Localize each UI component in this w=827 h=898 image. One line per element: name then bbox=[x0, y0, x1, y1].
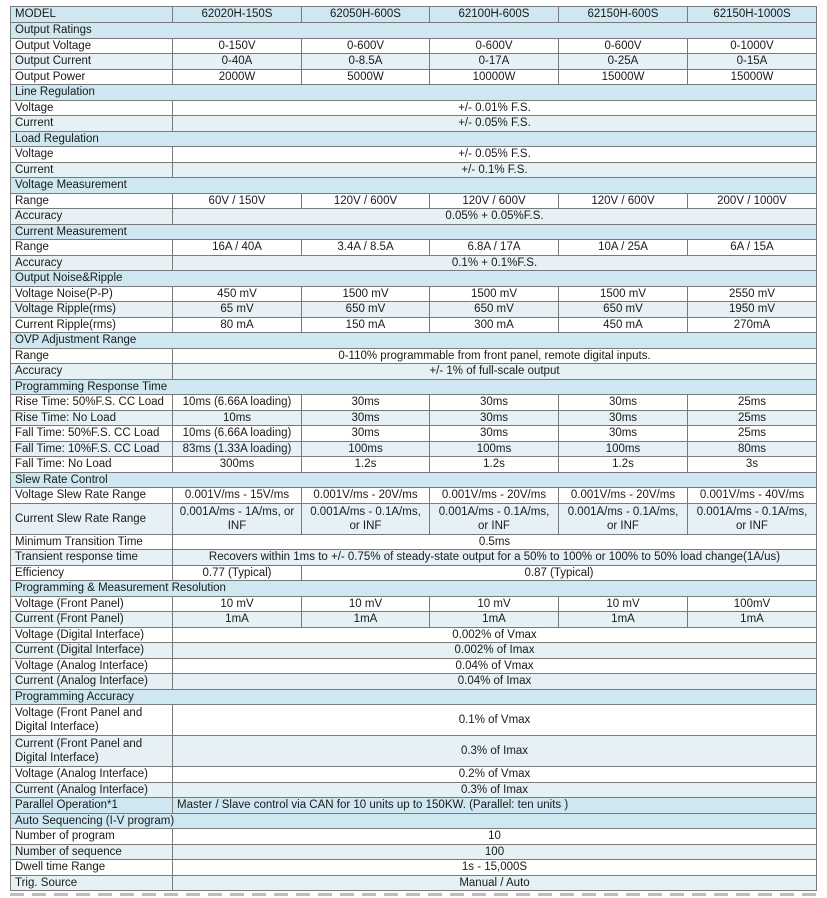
row-label: Current Ripple(rms) bbox=[11, 317, 173, 333]
row-label: Current Slew Rate Range bbox=[11, 503, 173, 534]
cell-value: 30ms bbox=[302, 410, 430, 426]
table-row bbox=[11, 627, 817, 643]
cell-value: 0.87 (Typical) bbox=[302, 565, 817, 581]
table-row bbox=[11, 147, 817, 163]
cell-value: 0-600V bbox=[559, 38, 688, 54]
cell-value: 0.001A/ms - 0.1A/ms, or INF bbox=[302, 503, 430, 534]
cell-value: 0.04% of Vmax bbox=[173, 658, 817, 674]
row-label: Current (Digital Interface) bbox=[11, 643, 173, 659]
row-label: Rise Time: No Load bbox=[11, 410, 173, 426]
row-label: Current (Front Panel) bbox=[11, 612, 173, 628]
header-model-62150h-600s: 62150H-600S bbox=[559, 7, 688, 23]
cell-value: 10ms bbox=[173, 410, 302, 426]
cell-value: 25ms bbox=[688, 426, 817, 442]
table-row bbox=[11, 550, 817, 566]
cell-value: +/- 0.01% F.S. bbox=[173, 100, 817, 116]
cell-value: 100 bbox=[173, 844, 817, 860]
row-label: Accuracy bbox=[11, 255, 173, 271]
cell-value: 0-17A bbox=[430, 54, 559, 70]
cell-value: 1500 mV bbox=[302, 286, 430, 302]
table-row bbox=[11, 38, 817, 54]
table-row bbox=[11, 193, 817, 209]
cell-value: 83ms (1.33A loading) bbox=[173, 441, 302, 457]
section-title: Programming Response Time bbox=[11, 379, 817, 395]
row-label: Voltage (Digital Interface) bbox=[11, 627, 173, 643]
row-label: Output Current bbox=[11, 54, 173, 70]
cell-value: 120V / 600V bbox=[302, 193, 430, 209]
cell-value: 0.3% of Imax bbox=[173, 736, 817, 767]
row-label: Voltage bbox=[11, 147, 173, 163]
cell-value: 10ms (6.66A loading) bbox=[173, 395, 302, 411]
header-model-62100h-600s: 62100H-600S bbox=[430, 7, 559, 23]
cell-value: 0.001V/ms - 40V/ms bbox=[688, 488, 817, 504]
cell-value: 60V / 150V bbox=[173, 193, 302, 209]
section-header bbox=[11, 224, 817, 240]
row-label: Voltage (Front Panel) bbox=[11, 596, 173, 612]
cell-value: Master / Slave control via CAN for 10 units up to 150KW. (Parallel: ten units ) bbox=[173, 798, 817, 814]
row-label: Voltage (Analog Interface) bbox=[11, 658, 173, 674]
cell-value: 30ms bbox=[430, 395, 559, 411]
row-label: Current (Analog Interface) bbox=[11, 782, 173, 798]
cell-value: 650 mV bbox=[302, 302, 430, 318]
cell-value: 25ms bbox=[688, 410, 817, 426]
cell-value: 10000W bbox=[430, 69, 559, 85]
section-header bbox=[11, 85, 817, 101]
cell-value: 0-110% programmable from front panel, remote digital inputs. bbox=[173, 348, 817, 364]
cell-value: 16A / 40A bbox=[173, 240, 302, 256]
cell-value: 0-25A bbox=[559, 54, 688, 70]
table-header bbox=[11, 7, 817, 23]
cell-value: 650 mV bbox=[559, 302, 688, 318]
table-row bbox=[11, 69, 817, 85]
cell-value: 30ms bbox=[302, 395, 430, 411]
cell-value: 6.8A / 17A bbox=[430, 240, 559, 256]
cell-value: +/- 0.1% F.S. bbox=[173, 162, 817, 178]
table-row bbox=[11, 302, 817, 318]
table-row bbox=[11, 596, 817, 612]
cell-value: 0.001A/ms - 0.1A/ms, or INF bbox=[688, 503, 817, 534]
cell-value: 1s - 15,000S bbox=[173, 860, 817, 876]
table-row bbox=[11, 410, 817, 426]
cell-value: 1mA bbox=[430, 612, 559, 628]
cell-value: 100mV bbox=[688, 596, 817, 612]
row-label: Current bbox=[11, 116, 173, 132]
section-title: Voltage Measurement bbox=[11, 178, 817, 194]
row-label: Trig. Source bbox=[11, 875, 173, 891]
cell-value: 15000W bbox=[559, 69, 688, 85]
cell-value: 3.4A / 8.5A bbox=[302, 240, 430, 256]
cell-value: 0-1000V bbox=[688, 38, 817, 54]
section-header bbox=[11, 472, 817, 488]
cell-value: 0-8.5A bbox=[302, 54, 430, 70]
table-row bbox=[11, 395, 817, 411]
cell-value: 2000W bbox=[173, 69, 302, 85]
cell-value: 0-15A bbox=[688, 54, 817, 70]
cell-value: 0.77 (Typical) bbox=[173, 565, 302, 581]
row-label: Voltage Slew Rate Range bbox=[11, 488, 173, 504]
cell-value: 0.05% + 0.05%F.S. bbox=[173, 209, 817, 225]
table-row bbox=[11, 209, 817, 225]
cell-value: 0.002% of Imax bbox=[173, 643, 817, 659]
cell-value: 300ms bbox=[173, 457, 302, 473]
row-label: Fall Time: 50%F.S. CC Load bbox=[11, 426, 173, 442]
header-model: MODEL bbox=[11, 7, 173, 23]
section-title: Output Noise&Ripple bbox=[11, 271, 817, 287]
cell-value: +/- 0.05% F.S. bbox=[173, 147, 817, 163]
header-row bbox=[11, 7, 817, 23]
row-label: Range bbox=[11, 193, 173, 209]
cell-value: 10 mV bbox=[173, 596, 302, 612]
cell-value: +/- 1% of full-scale output bbox=[173, 364, 817, 380]
cell-value: 120V / 600V bbox=[430, 193, 559, 209]
cell-value: 100ms bbox=[559, 441, 688, 457]
cell-value: 30ms bbox=[559, 395, 688, 411]
table-row bbox=[11, 534, 817, 550]
row-label: Range bbox=[11, 240, 173, 256]
cell-value: 0.001A/ms - 1A/ms, or INF bbox=[173, 503, 302, 534]
cell-value: 30ms bbox=[559, 426, 688, 442]
cell-value: 0.3% of Imax bbox=[173, 782, 817, 798]
cell-value: 1.2s bbox=[559, 457, 688, 473]
table-row bbox=[11, 503, 817, 534]
section-title: Auto Sequencing (I-V program) bbox=[11, 813, 817, 829]
row-label: Minimum Transition Time bbox=[11, 534, 173, 550]
cell-value: 10 mV bbox=[430, 596, 559, 612]
table-row bbox=[11, 612, 817, 628]
table-row bbox=[11, 255, 817, 271]
cell-value: 10 bbox=[173, 829, 817, 845]
cell-value: 0.1% of Vmax bbox=[173, 705, 817, 736]
cell-value: 450 mV bbox=[173, 286, 302, 302]
cell-value: 80ms bbox=[688, 441, 817, 457]
table-row bbox=[11, 798, 817, 814]
cell-value: 1500 mV bbox=[559, 286, 688, 302]
section-header bbox=[11, 23, 817, 39]
cell-value: 0.001A/ms - 0.1A/ms, or INF bbox=[430, 503, 559, 534]
table-row bbox=[11, 240, 817, 256]
table-row bbox=[11, 286, 817, 302]
cell-value: 2550 mV bbox=[688, 286, 817, 302]
cell-value: 100ms bbox=[302, 441, 430, 457]
cell-value: 1500 mV bbox=[430, 286, 559, 302]
cell-value: +/- 0.05% F.S. bbox=[173, 116, 817, 132]
section-header bbox=[11, 581, 817, 597]
table-row bbox=[11, 317, 817, 333]
row-label: Current (Analog Interface) bbox=[11, 674, 173, 690]
row-label: Voltage Noise(P-P) bbox=[11, 286, 173, 302]
table-row bbox=[11, 565, 817, 581]
row-label: Voltage (Analog Interface) bbox=[11, 767, 173, 783]
section-title: Output Ratings bbox=[11, 23, 817, 39]
header-model-62050h-600s: 62050H-600S bbox=[302, 7, 430, 23]
table-row bbox=[11, 457, 817, 473]
section-title: Line Regulation bbox=[11, 85, 817, 101]
table-body bbox=[11, 23, 817, 891]
table-row bbox=[11, 782, 817, 798]
cell-value: 1.2s bbox=[302, 457, 430, 473]
cell-value: 0.001V/ms - 20V/ms bbox=[302, 488, 430, 504]
section-header bbox=[11, 271, 817, 287]
table-row bbox=[11, 116, 817, 132]
row-label: Current (Front Panel and Digital Interface) bbox=[11, 736, 173, 767]
row-label: Voltage bbox=[11, 100, 173, 116]
cell-value: 0.1% + 0.1%F.S. bbox=[173, 255, 817, 271]
cell-value: 0.04% of Imax bbox=[173, 674, 817, 690]
section-title: Load Regulation bbox=[11, 131, 817, 147]
row-label: Range bbox=[11, 348, 173, 364]
section-header bbox=[11, 379, 817, 395]
table-row bbox=[11, 426, 817, 442]
cell-value: 200V / 1000V bbox=[688, 193, 817, 209]
cell-value: 30ms bbox=[430, 426, 559, 442]
table-row bbox=[11, 364, 817, 380]
cell-value: 0.001V/ms - 20V/ms bbox=[559, 488, 688, 504]
cell-value: 10 mV bbox=[302, 596, 430, 612]
section-header bbox=[11, 689, 817, 705]
row-label: Output Voltage bbox=[11, 38, 173, 54]
row-label: Rise Time: 50%F.S. CC Load bbox=[11, 395, 173, 411]
row-label: Accuracy bbox=[11, 209, 173, 225]
cell-value: 0.5ms bbox=[173, 534, 817, 550]
row-label: Dwell time Range bbox=[11, 860, 173, 876]
cell-value: Recovers within 1ms to +/- 0.75% of steady-state output for a 50% to 100% or 100% to 50% load change(1A/us) bbox=[173, 550, 817, 566]
section-title: Programming Accuracy bbox=[11, 689, 817, 705]
header-model-62150h-1000s: 62150H-1000S bbox=[688, 7, 817, 23]
cell-value: 1mA bbox=[688, 612, 817, 628]
cell-value: 10 mV bbox=[559, 596, 688, 612]
cell-value: 10A / 25A bbox=[559, 240, 688, 256]
bottom-divider bbox=[10, 893, 816, 896]
cell-value: 30ms bbox=[559, 410, 688, 426]
table-row bbox=[11, 100, 817, 116]
cell-value: 1950 mV bbox=[688, 302, 817, 318]
row-label: Accuracy bbox=[11, 364, 173, 380]
cell-value: 0.001V/ms - 15V/ms bbox=[173, 488, 302, 504]
table-row bbox=[11, 441, 817, 457]
table-row bbox=[11, 860, 817, 876]
row-label: Number of program bbox=[11, 829, 173, 845]
cell-value: 0-40A bbox=[173, 54, 302, 70]
cell-value: 450 mA bbox=[559, 317, 688, 333]
row-label: Efficiency bbox=[11, 565, 173, 581]
cell-value: 1mA bbox=[302, 612, 430, 628]
table-row bbox=[11, 162, 817, 178]
cell-value: 1mA bbox=[173, 612, 302, 628]
cell-value: 1mA bbox=[559, 612, 688, 628]
table-row bbox=[11, 829, 817, 845]
table-row bbox=[11, 767, 817, 783]
cell-value: 0.001A/ms - 0.1A/ms, or INF bbox=[559, 503, 688, 534]
cell-value: 120V / 600V bbox=[559, 193, 688, 209]
section-title: Programming & Measurement Resolution bbox=[11, 581, 817, 597]
cell-value: 0.2% of Vmax bbox=[173, 767, 817, 783]
row-label: Voltage (Front Panel and Digital Interface) bbox=[11, 705, 173, 736]
table-row bbox=[11, 875, 817, 891]
cell-value: 100ms bbox=[430, 441, 559, 457]
cell-value: 1.2s bbox=[430, 457, 559, 473]
section-title: OVP Adjustment Range bbox=[11, 333, 817, 349]
row-label: Fall Time: 10%F.S. CC Load bbox=[11, 441, 173, 457]
cell-value: 270mA bbox=[688, 317, 817, 333]
table-row bbox=[11, 54, 817, 70]
row-label: Transient response time bbox=[11, 550, 173, 566]
cell-value: 25ms bbox=[688, 395, 817, 411]
row-label: Number of sequence bbox=[11, 844, 173, 860]
cell-value: 0-600V bbox=[430, 38, 559, 54]
row-label: Fall Time: No Load bbox=[11, 457, 173, 473]
cell-value: 650 mV bbox=[430, 302, 559, 318]
section-header bbox=[11, 813, 817, 829]
cell-value: 6A / 15A bbox=[688, 240, 817, 256]
row-label: Output Power bbox=[11, 69, 173, 85]
cell-value: 30ms bbox=[430, 410, 559, 426]
spec-table bbox=[10, 6, 817, 891]
row-label: Voltage Ripple(rms) bbox=[11, 302, 173, 318]
table-row bbox=[11, 348, 817, 364]
cell-value: 5000W bbox=[302, 69, 430, 85]
section-header bbox=[11, 131, 817, 147]
section-header bbox=[11, 178, 817, 194]
cell-value: 0.002% of Vmax bbox=[173, 627, 817, 643]
cell-value: 15000W bbox=[688, 69, 817, 85]
cell-value: 0.001V/ms - 20V/ms bbox=[430, 488, 559, 504]
cell-value: 0-600V bbox=[302, 38, 430, 54]
table-row bbox=[11, 674, 817, 690]
row-label: Parallel Operation*1 bbox=[11, 798, 173, 814]
cell-value: 150 mA bbox=[302, 317, 430, 333]
table-row bbox=[11, 844, 817, 860]
cell-value: 10ms (6.66A loading) bbox=[173, 426, 302, 442]
section-header bbox=[11, 333, 817, 349]
cell-value: 300 mA bbox=[430, 317, 559, 333]
table-row bbox=[11, 736, 817, 767]
section-title: Current Measurement bbox=[11, 224, 817, 240]
table-row bbox=[11, 488, 817, 504]
table-row bbox=[11, 705, 817, 736]
cell-value: 80 mA bbox=[173, 317, 302, 333]
cell-value: 30ms bbox=[302, 426, 430, 442]
table-row bbox=[11, 658, 817, 674]
row-label: Current bbox=[11, 162, 173, 178]
cell-value: Manual / Auto bbox=[173, 875, 817, 891]
header-model-62020h-150s: 62020H-150S bbox=[173, 7, 302, 23]
cell-value: 65 mV bbox=[173, 302, 302, 318]
table-row bbox=[11, 643, 817, 659]
cell-value: 3s bbox=[688, 457, 817, 473]
section-title: Slew Rate Control bbox=[11, 472, 817, 488]
cell-value: 0-150V bbox=[173, 38, 302, 54]
